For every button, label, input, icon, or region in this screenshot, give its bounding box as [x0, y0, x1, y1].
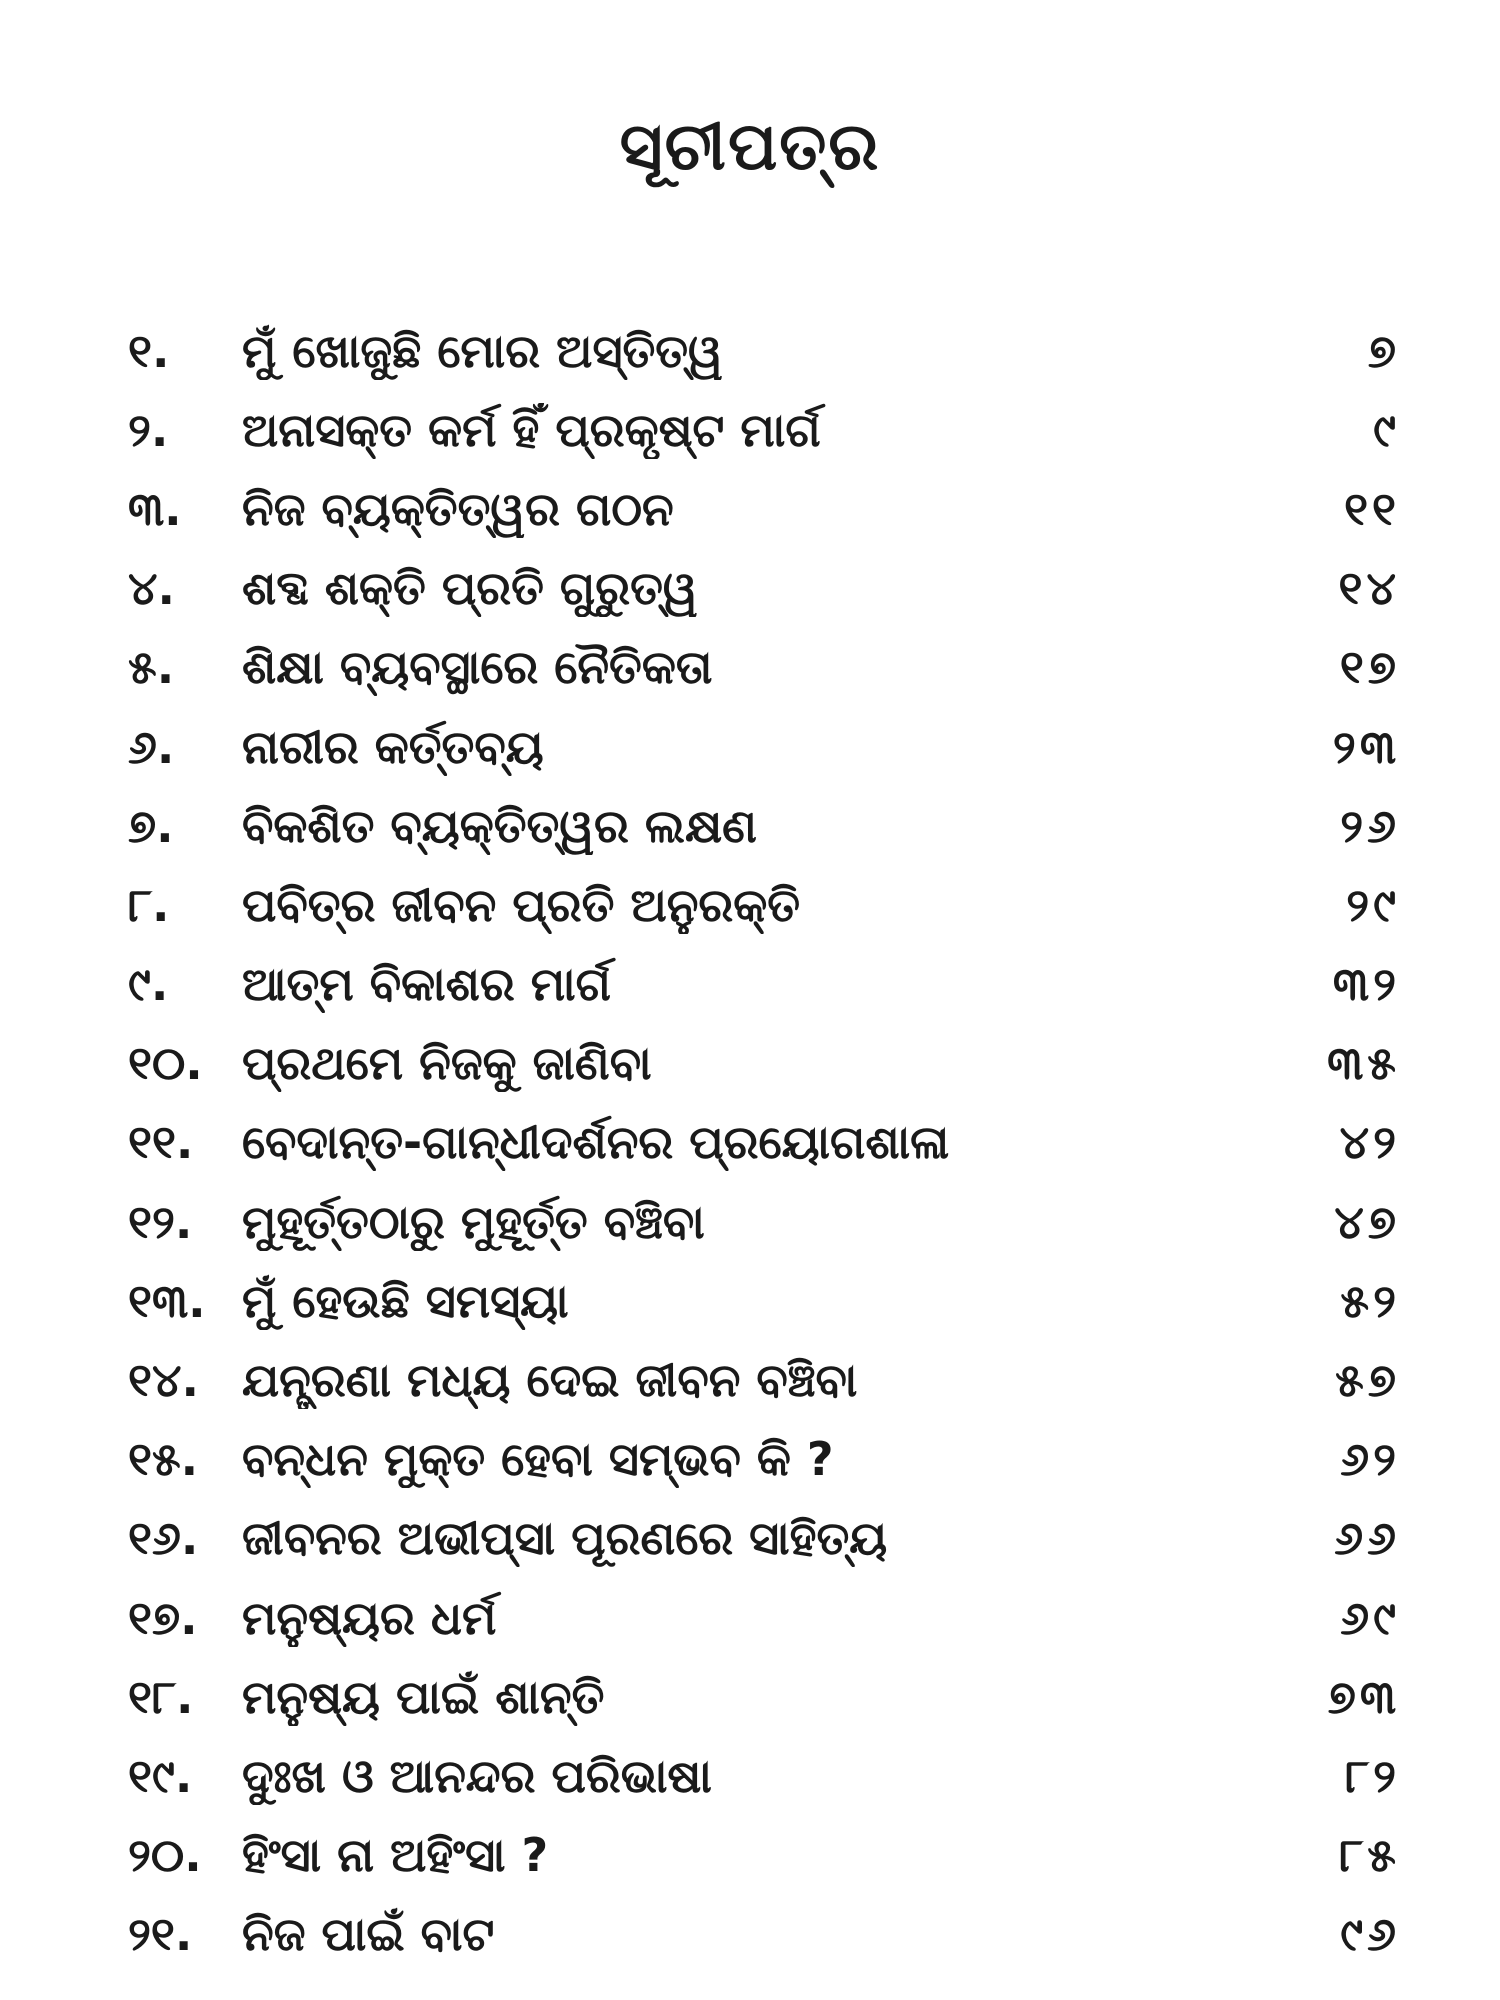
chapter-title: ଦୁଃଖ ଓ ଆନନ୍ଦର ପରିଭାଷା	[242, 1748, 712, 1803]
chapter-title: ମନୁଷ୍ୟର ଧର୍ମ	[242, 1590, 497, 1645]
toc-entry	[128, 550, 1400, 629]
chapter-number: ୧୫.	[128, 1432, 199, 1487]
page-number: ୨୬	[1340, 798, 1400, 853]
chapter-title: ନାରୀର କର୍ତ୍ତବ୍ୟ	[242, 719, 544, 774]
chapter-title: ମୁଁ ଖୋଜୁଛି ମୋର ଅସ୍ତିତ୍ୱ	[242, 323, 723, 378]
chapter-title: ମନୁଷ୍ୟ ପାଇଁ ଶାନ୍ତି	[242, 1669, 605, 1724]
chapter-number: ୮.	[128, 877, 170, 932]
toc-entry	[128, 787, 1400, 866]
chapter-title: ବେଦାନ୍ତ-ଗାନ୍ଧୀଦର୍ଶନର ପ୍ରୟୋଗଶାଳା	[242, 1115, 950, 1170]
chapter-number: ୧୧.	[128, 1115, 194, 1170]
chapter-title: ପ୍ରଥମେ ନିଜକୁ ଜାଣିବା	[242, 1036, 652, 1091]
chapter-title: ଜୀବନର ଅଭୀପ୍ସା ପୂରଣରେ ସାହିତ୍ୟ	[242, 1511, 888, 1566]
chapter-title: ପବିତ୍ର ଜୀବନ ପ୍ରତି ଅନୁରକ୍ତି	[242, 877, 801, 932]
page-number: ୪୭	[1334, 1194, 1400, 1249]
chapter-number: ୧୨.	[128, 1194, 193, 1249]
chapter-number: ୯.	[128, 957, 169, 1012]
chapter-number: ୬.	[128, 719, 175, 774]
chapter-title: ହିଂସା ନା ଅହିଂସା ?	[242, 1828, 549, 1883]
page-number: ୨୯	[1346, 877, 1400, 932]
page-number: ୮୫	[1339, 1828, 1400, 1883]
chapter-title: ନିଜ ବ୍ୟକ୍ତିତ୍ୱର ଗଠନ	[242, 481, 674, 536]
chapter-number: ୨.	[128, 402, 169, 457]
chapter-number: ୧୭.	[128, 1590, 198, 1645]
chapter-number: ୧୯.	[128, 1748, 193, 1803]
chapter-number: ୧୩.	[128, 1273, 206, 1328]
chapter-number: ୫.	[128, 640, 175, 695]
toc-entry	[128, 1500, 1400, 1579]
chapter-title: ଆତ୍ମ ବିକାଶର ମାର୍ଗ	[242, 957, 611, 1012]
page-number: ୭୩	[1327, 1669, 1400, 1724]
page-number: ୧୭	[1339, 640, 1400, 695]
chapter-title: ମୁହୂର୍ତ୍ତଠାରୁ ମୁହୂର୍ତ୍ତ ବଞ୍ଚିବା	[242, 1194, 705, 1249]
toc-entry	[128, 708, 1400, 787]
page-number: ୬୨	[1340, 1432, 1400, 1487]
chapter-title: ନିଜ ପାଇଁ ବାଟ	[242, 1907, 495, 1962]
page-number: ୨୩	[1332, 719, 1400, 774]
toc-entry	[128, 1341, 1400, 1420]
toc-entry	[128, 1658, 1400, 1737]
chapter-title: ବନ୍ଧନ ମୁକ୍ତ ହେବା ସମ୍ଭବ କି ?	[242, 1432, 834, 1487]
page-number: ୭	[1367, 323, 1400, 378]
page-number: ୩୫	[1327, 1036, 1400, 1091]
chapter-number: ୧୦.	[128, 1036, 203, 1091]
toc-entry	[128, 1817, 1400, 1896]
toc-entry	[128, 1421, 1400, 1500]
toc-entry	[128, 946, 1400, 1025]
chapter-number: ୧୬.	[128, 1511, 199, 1566]
chapter-number: ୨୦.	[128, 1828, 202, 1883]
chapter-number: ୭.	[128, 798, 174, 853]
chapter-number: ୪.	[128, 561, 175, 616]
page-number: ୬୯	[1340, 1590, 1400, 1645]
table-of-contents	[128, 312, 1400, 1975]
toc-entry	[128, 1262, 1400, 1341]
chapter-number: ୨୧.	[128, 1907, 193, 1962]
chapter-number: ୧.	[128, 323, 170, 378]
toc-entry	[128, 1025, 1400, 1104]
toc-entry	[128, 391, 1400, 470]
toc-entry	[128, 866, 1400, 945]
page-number: ୧୧	[1344, 481, 1400, 536]
page-number: ୯	[1373, 402, 1400, 457]
toc-entry	[128, 1183, 1400, 1262]
toc-entry	[128, 1896, 1400, 1975]
chapter-title: ଶବ୍ଦ ଶକ୍ତି ପ୍ରତି ଗୁରୁତ୍ୱ	[242, 561, 698, 616]
page-number: ୯୬	[1340, 1907, 1400, 1962]
toc-entry	[128, 629, 1400, 708]
chapter-title: ଶିକ୍ଷା ବ୍ୟବସ୍ଥାରେ ନୈତିକତା	[242, 640, 713, 695]
chapter-number: ୧୪.	[128, 1353, 199, 1408]
toc-entry	[128, 470, 1400, 549]
chapter-number: ୩.	[128, 481, 182, 536]
page-title: ସୂଚୀପତ୍ର	[619, 108, 881, 185]
chapter-title: ଅନାସକ୍ତ କର୍ମ ହିଁ ପ୍ରକୃଷ୍ଟ ମାର୍ଗ	[242, 402, 821, 457]
page-number: ୫୭	[1335, 1353, 1400, 1408]
toc-entry	[128, 312, 1400, 391]
page-number: ୩୨	[1332, 957, 1400, 1012]
chapter-title: ବିକଶିତ ବ୍ୟକ୍ତିତ୍ୱର ଲକ୍ଷଣ	[242, 798, 757, 853]
page-number: ୧୪	[1338, 561, 1400, 616]
page-number: ୬୬	[1334, 1511, 1400, 1566]
chapter-number: ୧୮.	[128, 1669, 194, 1724]
page-number: ୫୨	[1340, 1273, 1400, 1328]
toc-entry	[128, 1737, 1400, 1816]
page-number: ୮୨	[1345, 1748, 1400, 1803]
toc-entry	[128, 1579, 1400, 1658]
page-number: ୪୨	[1339, 1115, 1400, 1170]
toc-entry	[128, 1104, 1400, 1183]
chapter-title: ମୁଁ ହେଉଛି ସମସ୍ୟା	[242, 1273, 569, 1328]
chapter-title: ଯନ୍ତ୍ରଣା ମଧ୍ୟ ଦେଇ ଜୀବନ ବଞ୍ଚିବା	[242, 1353, 858, 1408]
